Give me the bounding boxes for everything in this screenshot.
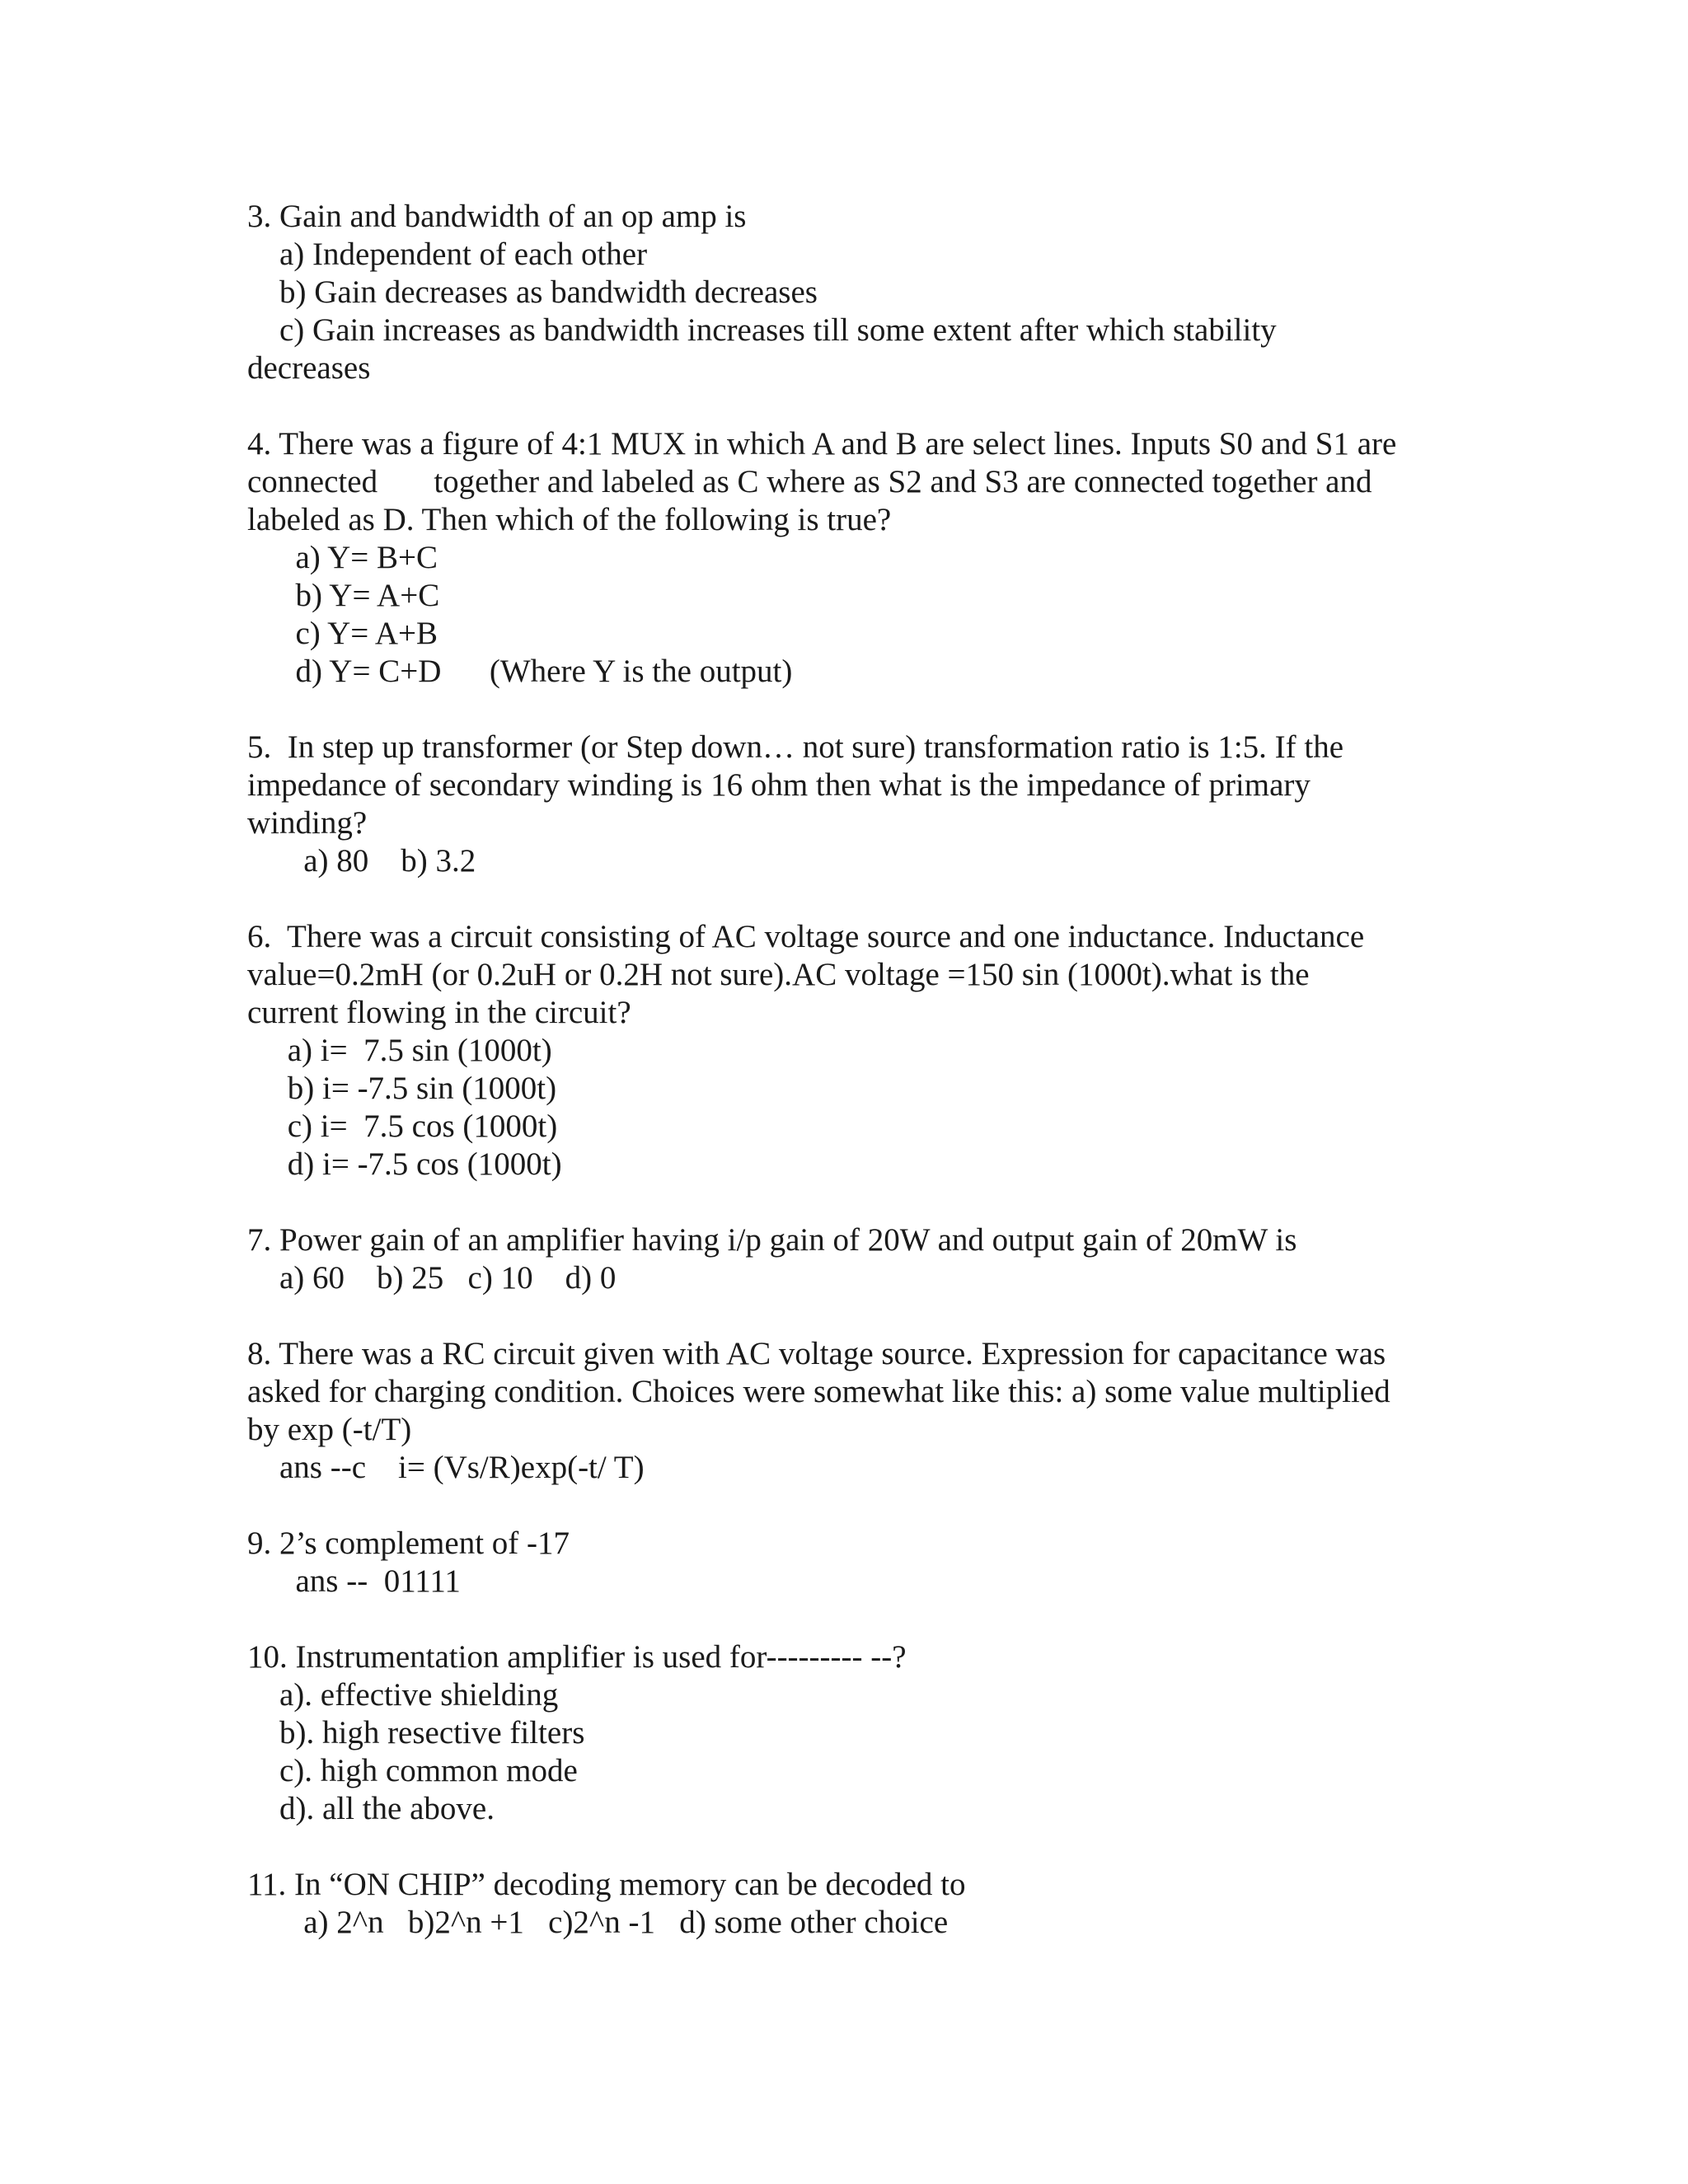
answer: ans -- 01111 [247, 1563, 461, 1599]
option-a: a) i= 7.5 sin (1000t) [247, 1033, 552, 1068]
answer: ans --c i= (Vs/R)exp(-t/ T) [247, 1450, 645, 1485]
question-text: 11. In “ON CHIP” decoding memory can be decoded to [247, 1867, 966, 1902]
question-text-continued: asked for charging condition. Choices were somewhat like this: a) some value multiplied [247, 1374, 1390, 1409]
option-b: b) Gain decreases as bandwidth decreases [247, 274, 818, 310]
options: a) 2^n b)2^n +1 c)2^n -1 d) some other choice [247, 1905, 949, 1940]
options: a) 80 b) 3.2 [247, 843, 476, 879]
question-text-continued: by exp (-t/T) [247, 1412, 412, 1447]
question-text: 4. There was a figure of 4:1 MUX in which A and B are select lines. Inputs S0 and S1 are [247, 426, 1397, 462]
question-text: 10. Instrumentation amplifier is used for--------- --? [247, 1639, 907, 1675]
option-d: d) Y= C+D (Where Y is the output) [247, 654, 793, 689]
option-a: a) Y= B+C [247, 540, 438, 575]
question-text-continued: value=0.2mH (or 0.2uH or 0.2H not sure).AC voltage =150 sin (1000t).what is the [247, 957, 1310, 992]
option-b: b). high resective filters [247, 1715, 585, 1750]
question-text: 8. There was a RC circuit given with AC voltage source. Expression for capacitance was [247, 1336, 1386, 1371]
option-c: c) Gain increases as bandwidth increases till some extent after which stability [247, 312, 1277, 348]
question-text: 6. There was a circuit consisting of AC voltage source and one inductance. Inductance [247, 919, 1365, 954]
question-text: 3. Gain and bandwidth of an op amp is [247, 199, 747, 234]
option-c-continued: decreases [247, 350, 371, 386]
option-a: a). effective shielding [247, 1677, 559, 1713]
question-text-continued: impedance of secondary winding is 16 ohm then what is the impedance of primary [247, 767, 1311, 803]
option-b: b) i= -7.5 sin (1000t) [247, 1071, 557, 1106]
option-c: c). high common mode [247, 1753, 578, 1788]
question-text: 5. In step up transformer (or Step down… not sure) transformation ratio is 1:5. If the [247, 729, 1344, 765]
option-c: c) i= 7.5 cos (1000t) [247, 1108, 558, 1144]
option-c: c) Y= A+B [247, 616, 438, 651]
question-text: 7. Power gain of an amplifier having i/p gain of 20W and output gain of 20mW is [247, 1222, 1297, 1258]
option-d: d). all the above. [247, 1791, 495, 1826]
question-text-continued: connected together and labeled as C where as S2 and S3 are connected together and [247, 464, 1372, 499]
option-b: b) Y= A+C [247, 578, 440, 613]
option-d: d) i= -7.5 cos (1000t) [247, 1146, 562, 1182]
question-text-continued: labeled as D. Then which of the following is true? [247, 502, 892, 537]
question-text-continued: winding? [247, 805, 368, 841]
option-a: a) Independent of each other [247, 237, 648, 272]
question-text-continued: current flowing in the circuit? [247, 995, 631, 1030]
options: a) 60 b) 25 c) 10 d) 0 [247, 1260, 617, 1296]
question-text: 9. 2’s complement of -17 [247, 1526, 570, 1561]
